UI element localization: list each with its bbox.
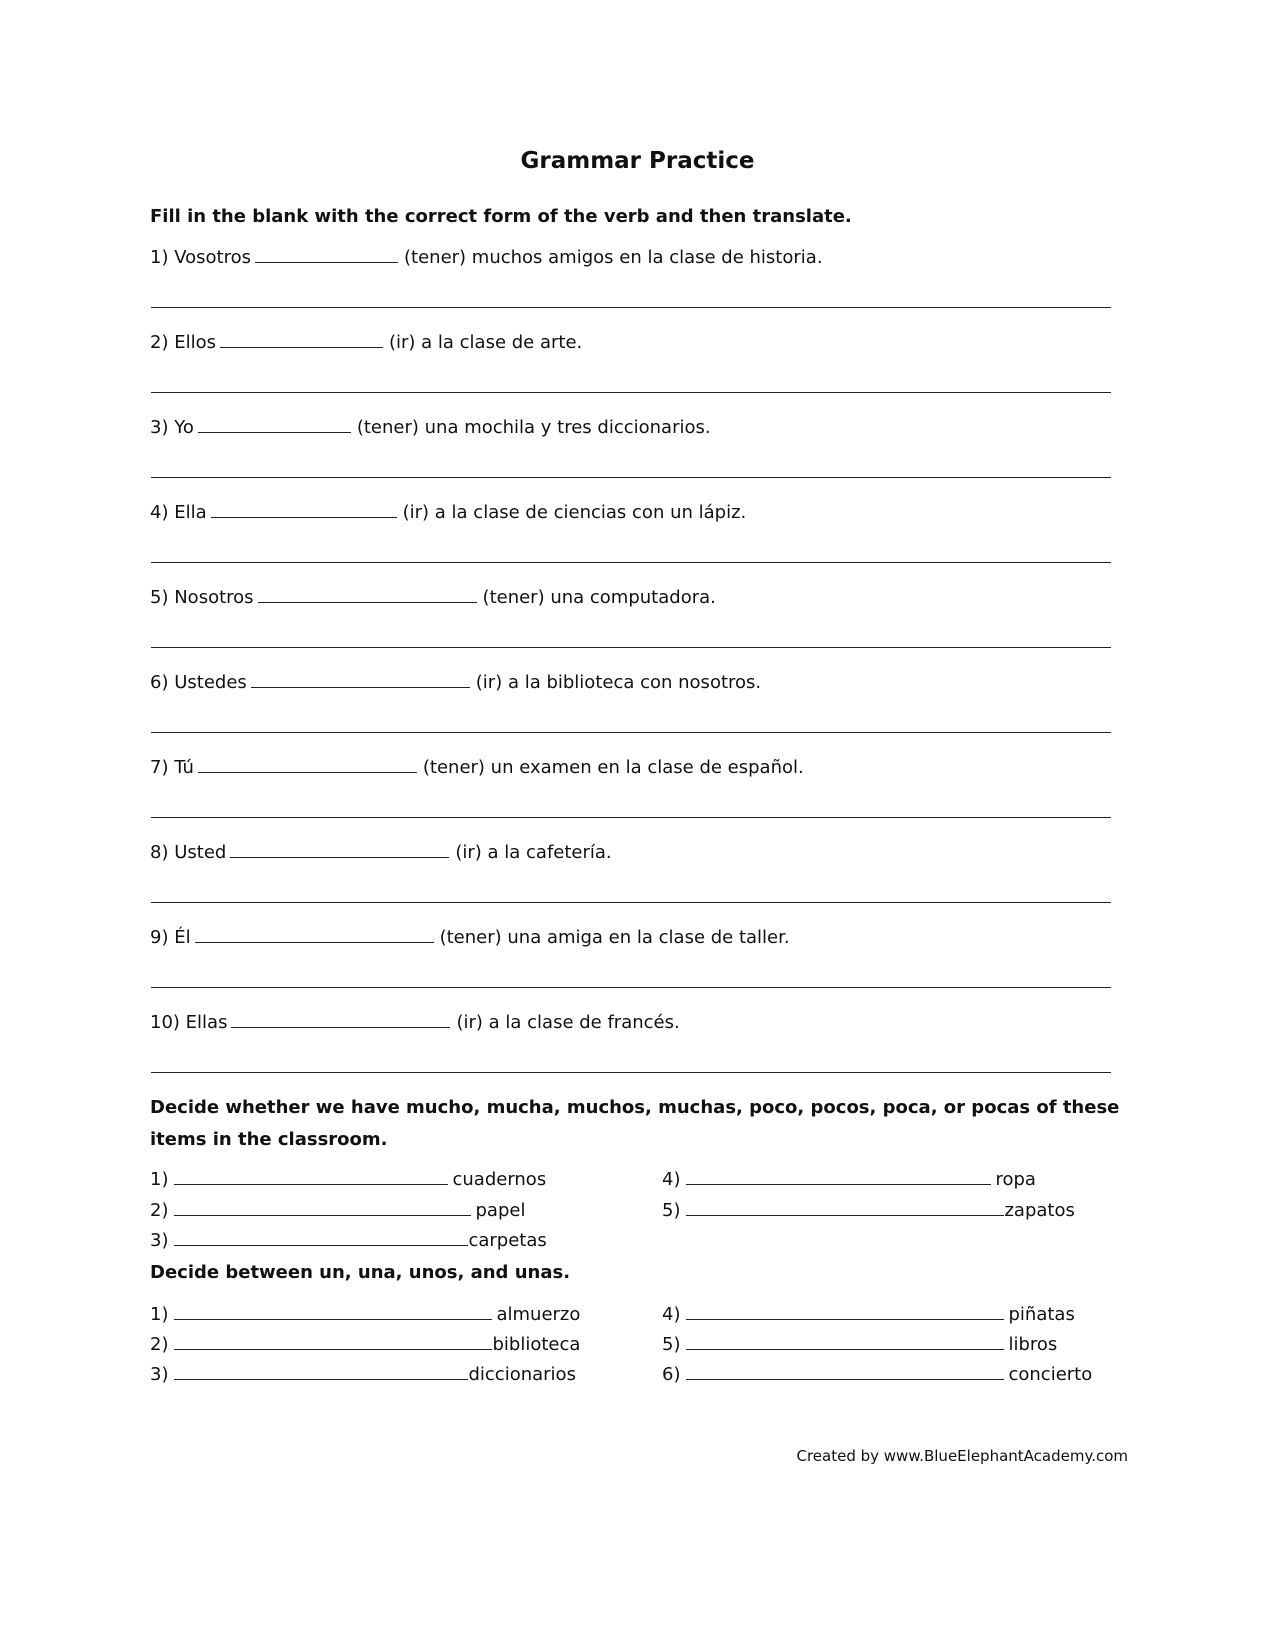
item-number: 8): [150, 842, 169, 863]
quantity-item: [662, 1199, 1075, 1221]
article-item: [662, 1363, 1092, 1385]
item-number: 2): [150, 332, 169, 353]
translation-line[interactable]: [151, 307, 1111, 308]
item-number: 5): [150, 587, 169, 608]
article-item: [662, 1303, 1075, 1325]
answer-blank[interactable]: [686, 1168, 991, 1185]
item-number: 4): [150, 502, 169, 523]
item-word: concierto: [1008, 1364, 1093, 1385]
verb-item: [150, 756, 804, 778]
answer-blank[interactable]: [230, 841, 449, 858]
answer-blank[interactable]: [198, 416, 351, 433]
answer-blank[interactable]: [174, 1199, 471, 1216]
item-subject: Ellos: [174, 332, 216, 353]
item-prompt: (ir) a la clase de arte.: [388, 332, 583, 353]
quantity-item: [662, 1168, 1036, 1190]
quantity-item: [150, 1199, 525, 1221]
page-title: Grammar Practice: [520, 148, 755, 174]
item-subject: Yo: [174, 417, 194, 438]
item-prompt: (ir) a la clase de ciencias con un lápiz.: [402, 502, 747, 523]
footer-credit: Created by www.BlueElephantAcademy.com: [796, 1447, 1128, 1465]
item-prompt: (tener) una computadora.: [482, 587, 716, 608]
item-number: 1): [150, 247, 169, 268]
answer-blank[interactable]: [686, 1199, 1004, 1216]
quantity-item: [150, 1229, 547, 1251]
item-word: cuadernos: [452, 1169, 547, 1190]
verb-item: [150, 331, 582, 353]
answer-blank[interactable]: [195, 926, 434, 943]
answer-blank[interactable]: [255, 246, 398, 263]
item-word: biblioteca: [492, 1334, 581, 1355]
item-word: libros: [1008, 1334, 1058, 1355]
item-subject: Ustedes: [174, 672, 247, 693]
item-number: 6): [662, 1364, 681, 1385]
item-subject: Ellas: [185, 1012, 228, 1033]
item-number: 6): [150, 672, 169, 693]
item-subject: Tú: [174, 757, 194, 778]
item-prompt: (tener) una amiga en la clase de taller.: [439, 927, 790, 948]
item-prompt: (ir) a la clase de francés.: [456, 1012, 680, 1033]
article-item: [662, 1333, 1057, 1355]
quantity-item: [150, 1168, 546, 1190]
item-word: papel: [475, 1200, 526, 1221]
item-prompt: (ir) a la cafetería.: [455, 842, 612, 863]
item-number: 3): [150, 417, 169, 438]
item-subject: Él: [174, 927, 191, 948]
item-word: carpetas: [468, 1230, 547, 1251]
item-number: 2): [150, 1200, 169, 1221]
translation-line[interactable]: [151, 902, 1111, 903]
verb-item: [150, 586, 716, 608]
item-number: 10): [150, 1012, 180, 1033]
verb-item: [150, 501, 746, 523]
answer-blank[interactable]: [220, 331, 383, 348]
item-number: 5): [662, 1200, 681, 1221]
item-subject: Usted: [174, 842, 227, 863]
item-word: ropa: [995, 1169, 1036, 1190]
item-word: almuerzo: [496, 1304, 581, 1325]
section2-instruction: Decide whether we have mucho, mucha, muchos, muchas, poco, pocos, poca, or pocas of these items in the classroom.: [150, 1097, 1120, 1150]
section1-instruction: Fill in the blank with the correct form of the verb and then translate.: [150, 206, 852, 227]
translation-line[interactable]: [151, 817, 1111, 818]
item-prompt: (tener) muchos amigos en la clase de historia.: [404, 247, 823, 268]
translation-line[interactable]: [151, 732, 1111, 733]
item-word: diccionarios: [468, 1364, 576, 1385]
answer-blank[interactable]: [174, 1303, 492, 1320]
answer-blank[interactable]: [231, 1011, 450, 1028]
article-item: [150, 1303, 580, 1325]
verb-item: [150, 246, 823, 268]
item-number: 5): [662, 1334, 681, 1355]
translation-line[interactable]: [151, 562, 1111, 563]
article-item: [150, 1363, 576, 1385]
item-word: zapatos: [1004, 1200, 1075, 1221]
item-number: 1): [150, 1169, 169, 1190]
verb-item: [150, 841, 612, 863]
item-number: 7): [150, 757, 169, 778]
answer-blank[interactable]: [174, 1168, 448, 1185]
item-prompt: (ir) a la biblioteca con nosotros.: [475, 672, 762, 693]
answer-blank[interactable]: [258, 586, 477, 603]
answer-blank[interactable]: [198, 756, 417, 773]
verb-item: [150, 671, 761, 693]
item-number: 2): [150, 1334, 169, 1355]
answer-blank[interactable]: [686, 1303, 1004, 1320]
item-prompt: (tener) un examen en la clase de español.: [422, 757, 804, 778]
answer-blank[interactable]: [686, 1333, 1004, 1350]
answer-blank[interactable]: [174, 1333, 492, 1350]
item-subject: Vosotros: [174, 247, 251, 268]
item-subject: Ella: [174, 502, 207, 523]
verb-item: [150, 1011, 680, 1033]
answer-blank[interactable]: [211, 501, 397, 518]
item-number: 4): [662, 1304, 681, 1325]
answer-blank[interactable]: [251, 671, 470, 688]
item-number: 3): [150, 1230, 169, 1251]
translation-line[interactable]: [151, 987, 1111, 988]
item-number: 9): [150, 927, 169, 948]
item-number: 1): [150, 1304, 169, 1325]
translation-line[interactable]: [151, 647, 1111, 648]
answer-blank[interactable]: [686, 1363, 1004, 1380]
translation-line[interactable]: [151, 392, 1111, 393]
item-number: 4): [662, 1169, 681, 1190]
article-item: [150, 1333, 580, 1355]
answer-blank[interactable]: [174, 1363, 468, 1380]
verb-item: [150, 416, 711, 438]
translation-line[interactable]: [151, 1072, 1111, 1073]
translation-line[interactable]: [151, 477, 1111, 478]
verb-item: [150, 926, 790, 948]
item-number: 3): [150, 1364, 169, 1385]
item-word: piñatas: [1008, 1304, 1075, 1325]
item-subject: Nosotros: [174, 587, 254, 608]
item-prompt: (tener) una mochila y tres diccionarios.: [356, 417, 711, 438]
section3-instruction: Decide between un, una, unos, and unas.: [150, 1262, 571, 1283]
answer-blank[interactable]: [174, 1229, 468, 1246]
